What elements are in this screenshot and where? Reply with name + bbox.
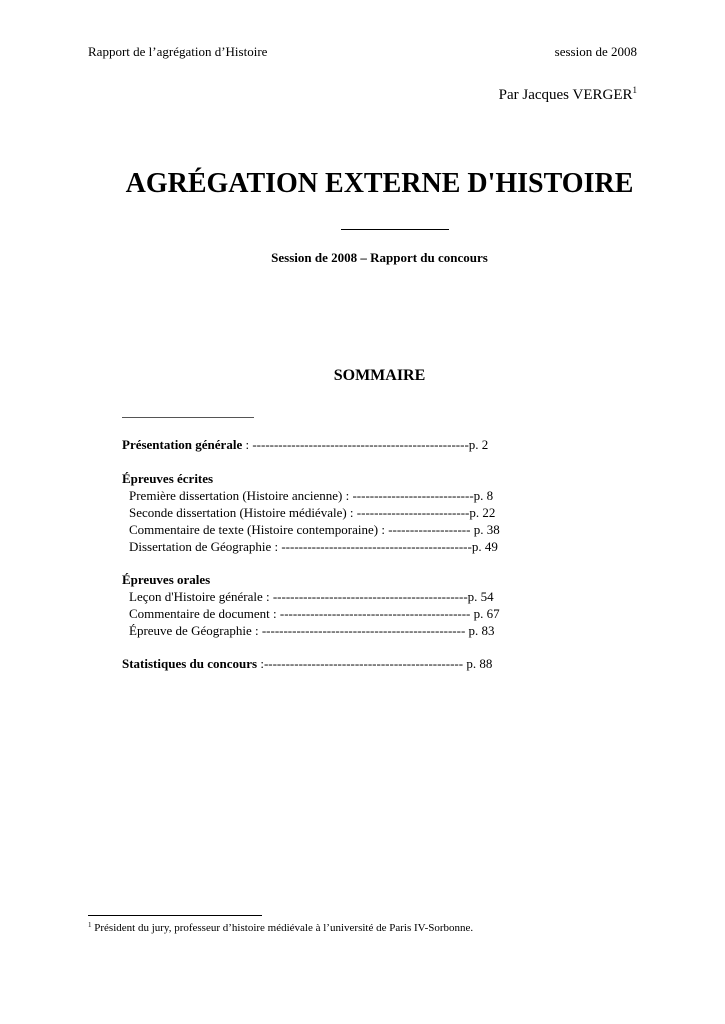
toc-item: Dissertation de Géographie : --------------------------------------------p. 49 bbox=[129, 539, 498, 554]
header-left: Rapport de l’agrégation d’Histoire bbox=[88, 44, 268, 59]
footnote-text: Président du jury, professeur d’histoire médiévale à l’université de Paris IV-Sorbonne. bbox=[91, 922, 474, 934]
toc-item: Commentaire de document : -------------------------------------------- p. 67 bbox=[129, 606, 500, 621]
footnote-ref: 1 bbox=[632, 85, 637, 95]
toc-orales-heading: Épreuves orales bbox=[122, 572, 211, 587]
document-title: AGRÉGATION EXTERNE D'HISTOIRE bbox=[125, 168, 634, 199]
toc-presentation-label: Présentation générale bbox=[122, 437, 243, 452]
toc-presentation bbox=[122, 436, 488, 453]
toc-ecrites-heading: Épreuves écrites bbox=[122, 471, 214, 486]
toc-item: Épreuve de Géographie : ----------------------------------------------- p. 83 bbox=[129, 623, 495, 638]
toc-presentation-page: : --------------------------------------------------p. 2 bbox=[242, 437, 489, 452]
toc-statistiques-label: Statistiques du concours bbox=[122, 656, 258, 671]
footnote-mark: 1 bbox=[88, 921, 92, 929]
toc-item: Première dissertation (Histoire ancienne) : ----------------------------p. 8 bbox=[129, 488, 494, 503]
sommaire-heading: SOMMAIRE bbox=[333, 367, 426, 384]
toc-item: Leçon d'Histoire générale : ---------------------------------------------p. 54 bbox=[129, 589, 494, 604]
author-name: Par Jacques VERGER bbox=[498, 87, 633, 103]
toc-item: Seconde dissertation (Histoire médiévale) : --------------------------p. 22 bbox=[129, 505, 496, 520]
footnote-separator bbox=[88, 915, 262, 916]
author-line bbox=[499, 87, 637, 104]
title-divider bbox=[341, 229, 449, 230]
toc-statistiques-page: :---------------------------------------------- p. 88 bbox=[257, 656, 493, 671]
header-right: session de 2008 bbox=[554, 44, 637, 59]
toc-statistiques bbox=[122, 655, 492, 672]
toc-item: Commentaire de texte (Histoire contemporaine) : ------------------- p. 38 bbox=[129, 522, 500, 537]
footnote bbox=[88, 922, 473, 934]
document-subtitle: Session de 2008 – Rapport du concours bbox=[271, 250, 488, 265]
sommaire-divider bbox=[122, 417, 254, 418]
